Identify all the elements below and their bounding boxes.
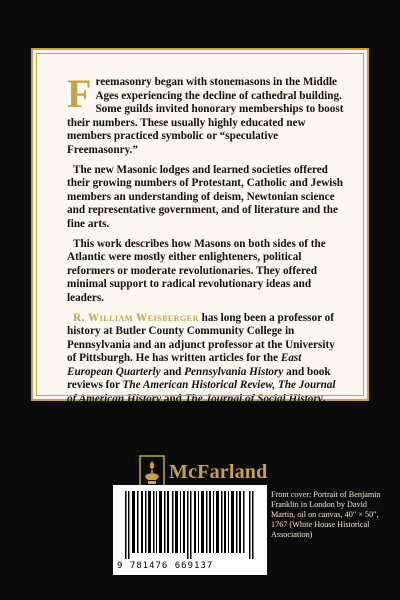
publisher-name: McFarland bbox=[169, 460, 268, 483]
drop-cap: F bbox=[67, 71, 92, 116]
author-name: R. William Weisberger bbox=[73, 311, 199, 324]
author-bio bbox=[67, 312, 345, 407]
isbn-barcode bbox=[113, 485, 267, 575]
author-bio-text: and bbox=[160, 365, 185, 378]
journal-title: East European Quarterly bbox=[67, 352, 302, 378]
barcode-bars bbox=[123, 491, 257, 559]
blurb-paragraph-2: The new Masonic lodges and learned societies offered their growing numbers of Protestant, Catholic and Jewish members an understanding of deism, Newtonian science and representative government, and of literature and the fine arts. bbox=[67, 163, 343, 230]
lamp-icon bbox=[139, 455, 165, 489]
blurb-paragraph-3: This work describes how Masons on both sides of the Atlantic were mostly either enlighteners, political reformers or moderate revolutionaries. They offered minimal support to radical revolutionary ideas and leaders. bbox=[67, 237, 326, 304]
author-bio-text: . bbox=[322, 393, 326, 406]
author-bio-text: and book reviews for bbox=[67, 365, 331, 392]
author-bio-text: and bbox=[161, 393, 185, 406]
isbn-number: 9 781476 669137 bbox=[117, 561, 214, 571]
publisher-logo bbox=[139, 455, 267, 489]
blurb-text bbox=[67, 71, 345, 407]
blurb-paragraph-1-text: reemasonry began with stonemasons in the Middle Ages experiencing the decline of cathedral building. Some guilds invited honorary memberships to boost their numbers. These usually highly educated new members practiced symbolic or “speculative Freemasonry.” bbox=[67, 76, 344, 156]
journal-title: Pennsylvania History bbox=[184, 365, 284, 378]
blurb-panel bbox=[31, 48, 369, 406]
journal-title: The American Historical Review, The Journal of American History bbox=[67, 379, 336, 406]
cover-credit: Front cover: Portrait of Benjamin Franklin in London by David Martin, oil on canvas, 40″ × 50″, 1767 (White House Historical Association) bbox=[271, 490, 381, 539]
author-bio-text: has long been a professor of history at Butler County Community College in Pennsylvania and an adjunct professor at the University of Pittsburgh. He has written articles for the bbox=[67, 311, 335, 365]
journal-title: The Journal of Social History bbox=[184, 393, 323, 406]
blurb-paragraph-1 bbox=[67, 71, 345, 158]
